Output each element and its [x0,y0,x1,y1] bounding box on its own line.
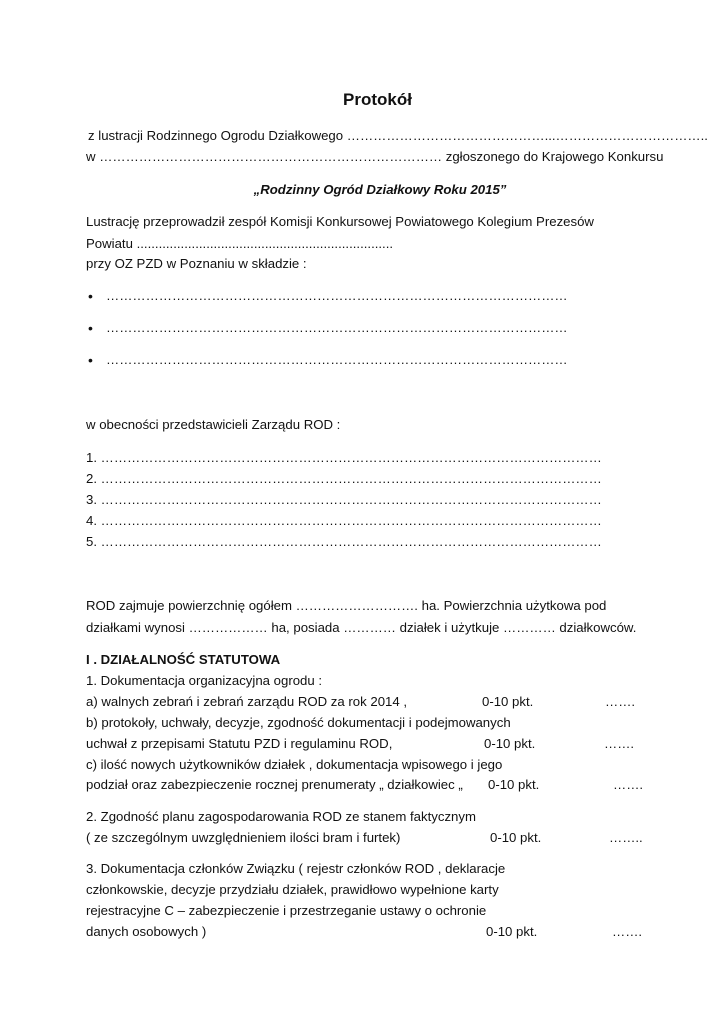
subsection-2-text-1: 2. Zgodność planu zagospodarowania ROD ze stanem faktycznym [86,809,476,824]
item-b-points: 0-10 pkt. [484,736,536,751]
bullet-icon: • [88,288,93,304]
commission-line-3: przy OZ PZD w Poznaniu w składzie : [86,256,307,271]
subsection-3-text-2: członkowskie, decyzje przydziału działek, prawidłowo wypełnione karty [86,882,499,897]
intro-line-2: w …………………………………………………………………… zgłoszonego do Krajowego Konkursu [86,149,664,164]
bullet-icon: • [88,320,93,336]
item-c-text-1: c) ilość nowych użytkowników działek , dokumentacja wpisowego i jego [86,757,503,772]
board-member-line: 1. …………………………………………………………………………………………………… [86,450,602,465]
subsection-2-points: 0-10 pkt. [490,830,542,845]
commission-line-2: Powiatu ...................................................................... [86,236,394,251]
member-line: …………………………………………………………………………………………… [106,320,568,335]
subsection-3-text-4: danych osobowych ) [86,924,207,939]
subsection-3-text-1: 3. Dokumentacja członków Związku ( rejestr członków ROD , deklaracje [86,861,506,876]
board-member-line: 5. …………………………………………………………………………………………………… [86,534,602,549]
subsection-3-score: ……. [612,924,643,939]
subsection-3-text-3: rejestracyjne C – zabezpieczenie i przestrzeganie ustawy o ochronie [86,903,487,918]
member-line: …………………………………………………………………………………………… [106,352,568,367]
board-member-line: 4. …………………………………………………………………………………………………… [86,513,602,528]
item-a-score: ……. [605,694,636,709]
contest-name: „Rodzinny Ogród Działkowy Roku 2015” [253,182,507,197]
document-title: Protokół [343,90,412,109]
item-b-text-2: uchwał z przepisami Statutu PZD i regulaminu ROD, [86,736,393,751]
subsection-1-heading: 1. Dokumentacja organizacyjna ogrodu : [86,673,323,688]
board-member-line: 2. …………………………………………………………………………………………………… [86,471,602,486]
board-member-line: 3. …………………………………………………………………………………………………… [86,492,602,507]
commission-line-1: Lustrację przeprowadził zespół Komisji Konkursowej Powiatowego Kolegium Prezesów [86,214,594,229]
board-heading: w obecności przedstawicieli Zarządu ROD : [86,417,341,432]
area-line-2: działkami wynosi ……………… ha, posiada ………… działek i użytkuje ………… działkowców. [86,620,637,635]
subsection-2-text-2: ( ze szczególnym uwzględnieniem ilości bram i furtek) [86,830,401,845]
intro-line-1: z lustracji Rodzinnego Ogrodu Działkowego ………………………………………...…………………………….. [88,128,708,143]
section-heading: I . DZIAŁALNOŚĆ STATUTOWA [86,652,281,667]
area-line-1: ROD zajmuje powierzchnię ogółem ………………………. ha. Powierzchnia użytkowa pod [86,598,607,613]
item-c-points: 0-10 pkt. [488,777,540,792]
subsection-2-score: …….. [609,830,643,845]
bullet-icon: • [88,352,93,368]
item-b-text-1: b) protokoły, uchwały, decyzje, zgodność dokumentacji i podejmowanych [86,715,511,730]
item-b-score: ……. [604,736,635,751]
item-a-text: a) walnych zebrań i zebrań zarządu ROD za rok 2014 , [86,694,408,709]
member-line: …………………………………………………………………………………………… [106,288,568,303]
item-a-points: 0-10 pkt. [482,694,534,709]
subsection-3-points: 0-10 pkt. [486,924,538,939]
item-c-text-2: podział oraz zabezpieczenie rocznej prenumeraty „ działkowiec „ [86,777,463,792]
item-c-score: ……. [613,777,644,792]
